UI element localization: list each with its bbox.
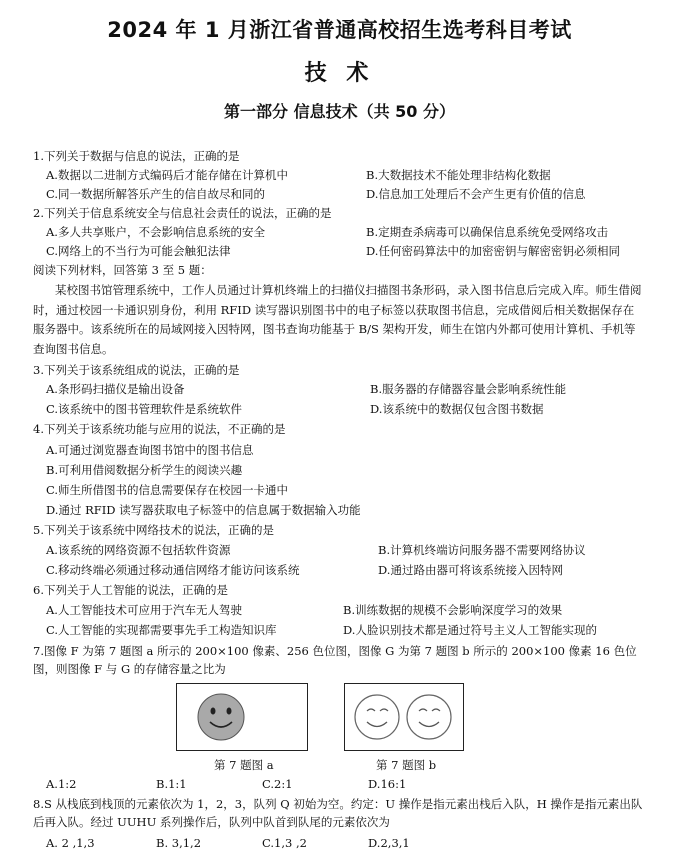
section-title: 第一部分 信息技术（共 50 分）	[224, 102, 455, 121]
figure-7b	[344, 683, 464, 751]
q8-option-b: B. 3,1,2	[156, 836, 202, 850]
q1-option-a: A.数据以二进制方式编码后才能存储在计算机中	[46, 168, 288, 182]
q2-option-b: B.定期查杀病毒可以确保信息系统免受网络攻击	[366, 225, 609, 239]
smiley-face-gray-icon	[177, 684, 307, 750]
question-3-stem: 3.下列关于该系统组成的说法，正确的是	[33, 363, 240, 377]
q6-option-b: B.训练数据的规模不会影响深度学习的效果	[343, 603, 563, 617]
q3-option-a: A.条形码扫描仪是输出设备	[46, 382, 185, 396]
reading-passage: 某校图书馆管理系统中，工作人员通过计算机终端上的扫描仪扫描图书条形码，录入图书信息后完成入库。师生借阅时，通过校园一卡通识别身份，利用 RFID 读写器识别图书中的电子标签以获取图书信息，完成借阅后相关数据保存在服务器中。该系统所在的局域网接入因特网，图书查询功能基于 B/S 架构开发，师生在馆内外都可使用计算机、手机等查询图书信息。	[33, 283, 642, 356]
q6-option-c: C.人工智能的实现都需要事先手工构造知识库	[46, 623, 277, 637]
question-7-stem: 7.图像 F 为第 7 题图 a 所示的 200×100 像素、256 色位图，图像 G 为第 7 题图 b 所示的 200×100 像素 16 色位图，则图像 F 与 G 的存储容量之比为	[33, 644, 637, 676]
figure-7a	[176, 683, 308, 751]
question-8-stem: 8.S 从栈底到栈顶的元素依次为 1，2，3，队列 Q 初始为空。约定：U 操作是指元素出栈后入队，H 操作是指元素出队后再入队。经过 UUHU 系列操作后，队列中队首到队尾的元素依次为	[33, 797, 643, 829]
q2-option-d: D.任何密码算法中的加密密钥与解密密钥必须相同	[366, 244, 620, 258]
q7-option-b: B.1:1	[156, 777, 187, 791]
q7-option-a: A.1:2	[46, 777, 77, 791]
q2-option-a: A.多人共享账户，不会影响信息系统的安全	[46, 225, 265, 239]
q4-option-b: B.可利用借阅数据分析学生的阅读兴趣	[46, 463, 243, 477]
q4-option-a: A.可通过浏览器查询图书馆中的图书信息	[46, 443, 254, 457]
q3-option-c: C.该系统中的图书管理软件是系统软件	[46, 402, 243, 416]
q4-option-d: D.通过 RFID 读写器获取电子标签中的信息属于数据输入功能	[46, 503, 361, 517]
q1-option-c: C.同一数据所解答乐产生的信自故尽和同的	[46, 187, 266, 201]
q6-option-a: A.人工智能技术可应用于汽车无人驾驶	[46, 603, 242, 617]
q2-option-c: C.网络上的不当行为可能会触犯法律	[46, 244, 231, 258]
figure-7b-caption: 第 7 题图 b	[376, 758, 437, 772]
q6-option-d: D.人脸识别技术都是通过符号主义人工智能实现的	[343, 623, 597, 637]
reading-intro: 阅读下列材料，回答第 3 至 5 题：	[33, 263, 212, 277]
q7-option-d: D.16:1	[368, 777, 407, 791]
question-5-stem: 5.下列关于该系统中网络技术的说法，正确的是	[33, 523, 274, 537]
q1-option-d: D.信息加工处理后不会产生更有价值的信息	[366, 187, 586, 201]
question-4-stem: 4.下列关于该系统功能与应用的说法，不正确的是	[33, 422, 286, 436]
q1-option-b: B.大数据技术不能处理非结构化数据	[366, 168, 551, 182]
q4-option-c: C.师生所借图书的信息需要保存在校园一卡通中	[46, 483, 289, 497]
question-6-stem: 6.下列关于人工智能的说法，正确的是	[33, 583, 228, 597]
exam-title: 2024 年 1 月浙江省普通高校招生选考科目考试	[107, 18, 572, 42]
q3-option-b: B.服务器的存储器容量会影响系统性能	[370, 382, 567, 396]
q7-option-c: C.2:1	[262, 777, 293, 791]
q8-option-d: D.2,3,1	[368, 836, 410, 850]
smiley-faces-outline-icon	[345, 684, 463, 750]
q8-option-a: A. 2 ,1,3	[46, 836, 95, 850]
q3-option-d: D.该系统中的数据仅包含图书数据	[370, 402, 544, 416]
figure-7a-caption: 第 7 题图 a	[214, 758, 274, 772]
q5-option-b: B.计算机终端访问服务器不需要网络协议	[378, 543, 586, 557]
subject-title: 技 术	[304, 61, 375, 86]
q8-option-c: C.1,3 ,2	[262, 836, 307, 850]
q5-option-d: D.通过路由器可将该系统接入因特网	[378, 563, 563, 577]
question-1-stem: 1.下列关于数据与信息的说法，正确的是	[33, 149, 240, 163]
q5-option-c: C.移动终端必须通过移动通信网络才能访问该系统	[46, 563, 300, 577]
question-2-stem: 2.下列关于信息系统安全与信息社会责任的说法，正确的是	[33, 206, 332, 220]
q5-option-a: A.该系统的网络资源不包括软件资源	[46, 543, 231, 557]
